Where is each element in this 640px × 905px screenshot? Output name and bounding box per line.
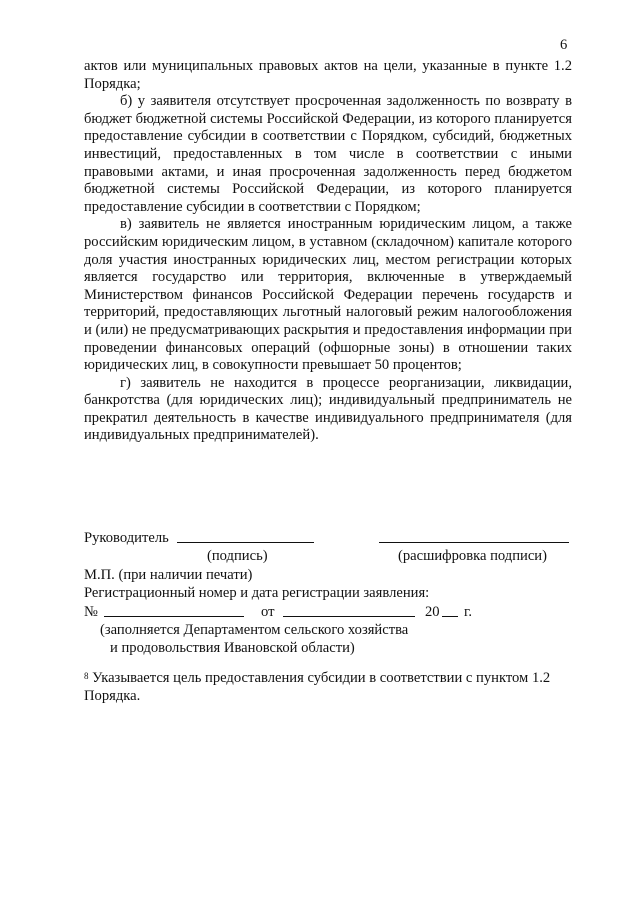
- from-word: от: [261, 603, 275, 620]
- head-signature-row: [84, 529, 574, 547]
- year-suffix: г.: [464, 603, 472, 620]
- stamp-note: М.П. (при наличии печати): [84, 566, 253, 583]
- page-number: 6: [560, 37, 568, 53]
- paragraph-a-continuation: актов или муниципальных правовых актов на цели, указанные в пункте 1.2 Порядка;: [84, 58, 572, 92]
- number-sign: №: [84, 603, 98, 620]
- signature-line[interactable]: [177, 529, 314, 543]
- signature-caption: (подпись): [207, 548, 268, 565]
- registration-number-line[interactable]: [104, 603, 244, 617]
- registration-row: [84, 603, 574, 621]
- registration-date-line[interactable]: [283, 603, 415, 617]
- registration-label: Регистрационный номер и дата регистрации заявления:: [84, 585, 430, 602]
- year-line[interactable]: [442, 603, 458, 617]
- department-note-line1: (заполняется Департаментом сельского хозяйства: [100, 621, 409, 638]
- year-prefix: 20: [425, 603, 440, 620]
- signature-block: [84, 529, 574, 658]
- signature-decode-caption: (расшифровка подписи): [398, 548, 547, 565]
- head-label: Руководитель: [84, 530, 169, 546]
- department-note-line2: и продовольствия Ивановской области): [110, 640, 355, 657]
- signature-decode-line[interactable]: [379, 529, 569, 543]
- document-body: [84, 58, 572, 445]
- footnote: [84, 669, 572, 706]
- paragraph-v: в) заявитель не является иностранным юридическим лицом, а также российским юридическим лицом, в уставном (складочном) капитале которого доля участия иностранных юридических лиц, местом регистрации которых является государство или территория, включенные в утверждаемый Министерством финансов Российской Федерации перечень государств и территорий, предоставляющих льготный налоговый режим налогообложения и (или) не предусматривающих раскрытия и предоставления информации при проведении финансовых операций (офшорные зоны) в отношении таких юридических лиц, в совокупности превышает 50 процентов;: [84, 216, 572, 374]
- paragraph-g: г) заявитель не находится в процессе реорганизации, ликвидации, банкротства (для юридических лиц); индивидуальный предприниматель не прекратил деятельность в качестве индивидуального предпринимателя (для индивидуальных предпринимателей).: [84, 374, 572, 444]
- paragraph-b: б) у заявителя отсутствует просроченная задолженность по возврату в бюджет бюджетной системы Российской Федерации, из которого планируется предоставление субсидии в соответствии с Порядком, субсидий, бюджетных инвестиций, предоставленных в том числе в соответствии с иными правовыми актами, и иная просроченная задолженность перед бюджетом бюджетной системы Российской Федерации, из которого планируется предоставление субсидии в соответствии с Порядком;: [84, 93, 572, 215]
- footnote-text: Указывается цель предоставления субсидии в соответствии с пунктом 1.2 Порядка.: [84, 670, 551, 705]
- caption-row: [84, 547, 574, 565]
- footnote-mark: 8: [84, 671, 89, 681]
